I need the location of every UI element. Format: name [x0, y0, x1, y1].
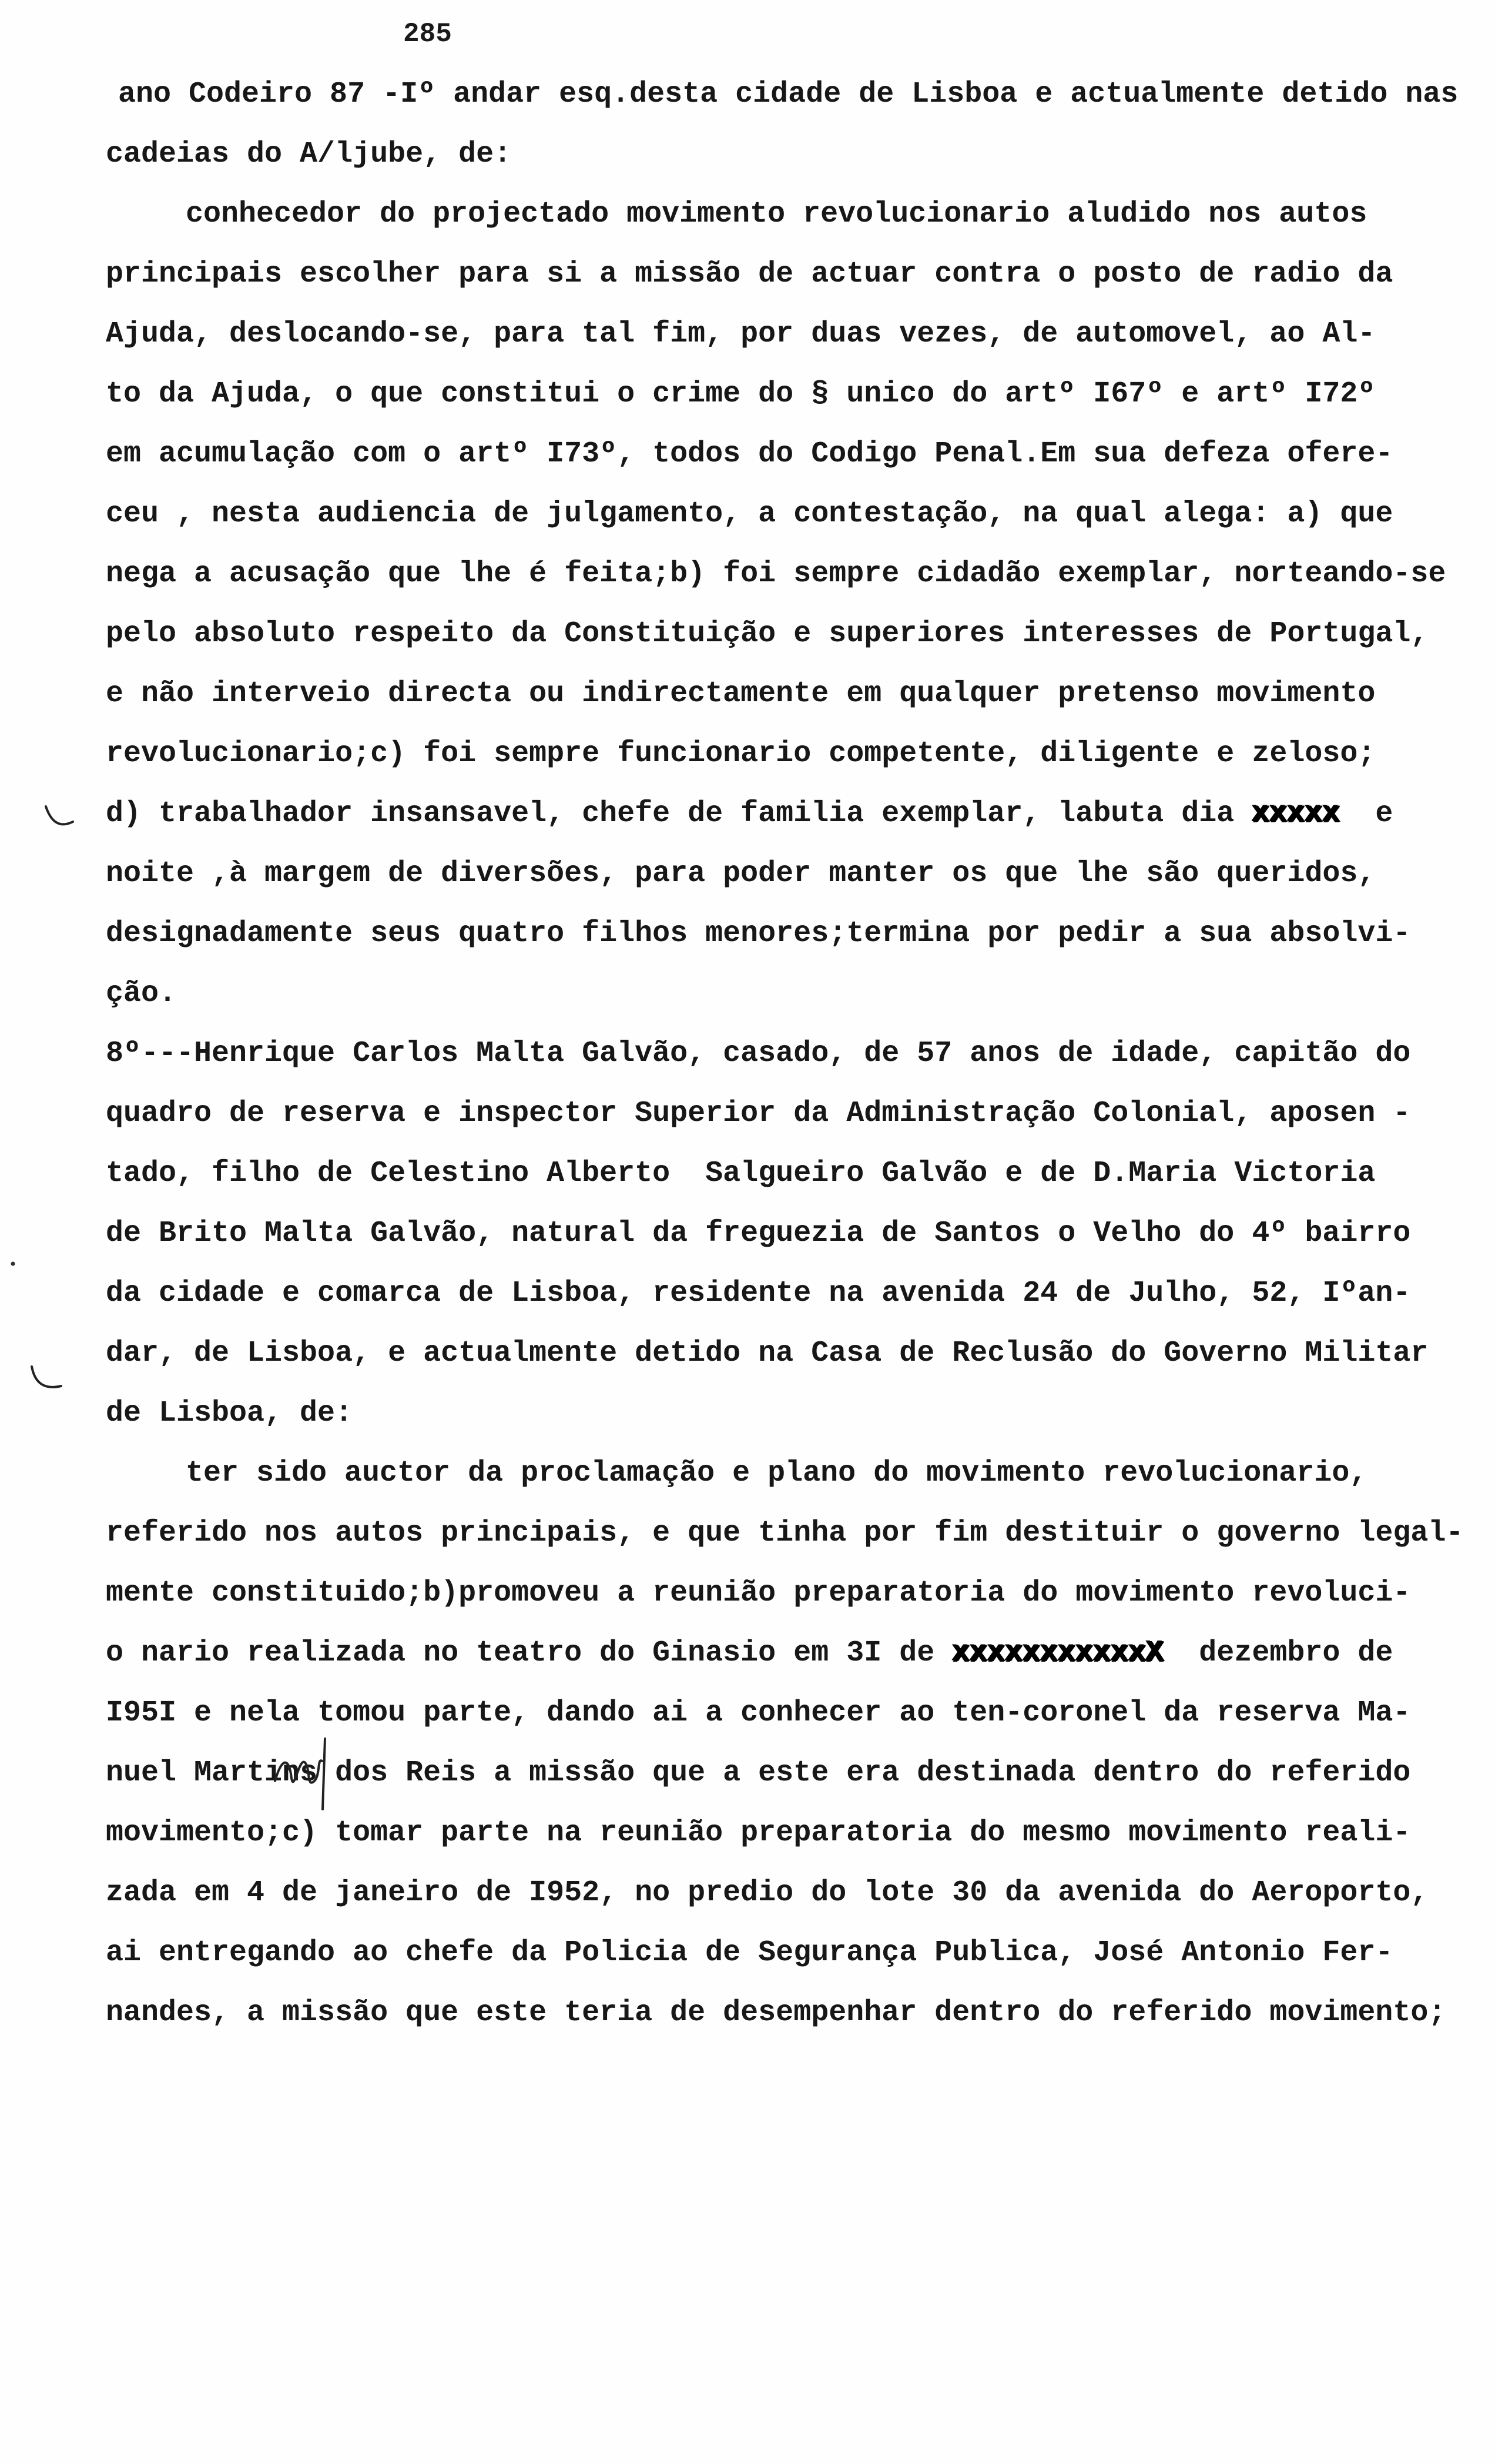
text-line: conhecedor do projectado movimento revolucionario aludido nos autos	[186, 197, 1367, 231]
text-line: nega a acusação que lhe é feita;b) foi sempre cidadão exemplar, norteando-se	[106, 557, 1446, 591]
line-text: d) trabalhador insansavel, chefe de familia exemplar, labuta dia	[106, 797, 1252, 831]
text-line: ção.	[106, 977, 177, 1010]
text-line: tado, filho de Celestino Alberto Salgueiro Galvão e de D.Maria Victoria	[106, 1157, 1376, 1190]
text-line: nandes, a missão que este teria de desempenhar dentro do referido movimento;	[106, 1996, 1446, 2030]
text-line: nuel Martins dos Reis a missão que a este era destinada dentro do referido	[106, 1756, 1411, 1790]
margin-dot	[11, 1262, 15, 1266]
text-line: movimento;c) tomar parte na reunião preparatoria do mesmo movimento reali-	[106, 1816, 1411, 1850]
text-line: principais escolher para si a missão de actuar contra o posto de radio da	[106, 257, 1393, 291]
text-line: da cidade e comarca de Lisboa, residente na avenida 24 de Julho, 52, Iºan-	[106, 1277, 1411, 1310]
line-text: dezembro de	[1164, 1636, 1393, 1670]
text-line: to da Ajuda, o que constitui o crime do § unico do artº I67º e artº I72º	[106, 377, 1376, 411]
text-line: cadeias do A/ljube, de:	[106, 138, 512, 171]
text-line: zada em 4 de janeiro de I952, no predio do lote 30 da avenida do Aeroporto,	[106, 1876, 1429, 1910]
text-line: pelo absoluto respeito da Constituição e superiores interesses de Portugal,	[106, 617, 1429, 651]
margin-pen-mark	[32, 1367, 61, 1387]
text-line: de Lisboa, de:	[106, 1397, 353, 1430]
text-line: ceu , nesta audiencia de julgamento, a contestação, na qual alega: a) que	[106, 497, 1393, 531]
line-text: o nario realizada no teatro do Ginasio em 3I de	[106, 1636, 953, 1670]
text-line: e não interveio directa ou indirectamente em qualquer pretenso movimento	[106, 677, 1376, 711]
text-line: referido nos autos principais, e que tinha por fim destituir o governo legal-	[106, 1516, 1464, 1550]
margin-pen-mark	[46, 806, 73, 824]
struck-out-text: xxxxxxxxxxxX	[952, 1636, 1164, 1670]
text-line	[106, 784, 1481, 844]
text-line: quadro de reserva e inspector Superior da Administração Colonial, aposen -	[106, 1097, 1411, 1130]
text-line: dar, de Lisboa, e actualmente detido na Casa de Reclusão do Governo Militar	[106, 1337, 1429, 1370]
page-number: 285	[403, 19, 452, 49]
text-line: em acumulação com o artº I73º, todos do Codigo Penal.Em sua defeza ofere-	[106, 437, 1393, 471]
text-line: ai entregando ao chefe da Policia de Segurança Publica, José Antonio Fer-	[106, 1936, 1393, 1970]
text-line: ano Codeiro 87 -Iº andar esq.desta cidade de Lisboa e actualmente detido nas	[118, 78, 1459, 111]
text-line: Ajuda, deslocando-se, para tal fim, por duas vezes, de automovel, ao Al-	[106, 317, 1376, 351]
text-line: noite ,à margem de diversões, para poder manter os que lhe são queridos,	[106, 857, 1376, 890]
text-line: ter sido auctor da proclamação e plano do movimento revolucionario,	[186, 1457, 1367, 1490]
document-body	[106, 65, 1481, 2043]
text-line: de Brito Malta Galvão, natural da freguezia de Santos o Velho do 4º bairro	[106, 1217, 1411, 1250]
text-line: I95I e nela tomou parte, dando ai a conhecer ao ten-coronel da reserva Ma-	[106, 1696, 1411, 1730]
text-line: designadamente seus quatro filhos menores;termina por pedir a sua absolvi-	[106, 917, 1411, 950]
text-line: 8º---Henrique Carlos Malta Galvão, casado, de 57 anos de idade, capitão do	[106, 1037, 1411, 1070]
text-line: mente constituido;b)promoveu a reunião preparatoria do movimento revoluci-	[106, 1576, 1411, 1610]
line-text: e	[1340, 797, 1393, 831]
text-line	[106, 1623, 1481, 1683]
text-line: revolucionario;c) foi sempre funcionario competente, diligente e zeloso;	[106, 737, 1376, 771]
struck-out-text: xxxxx	[1252, 797, 1340, 831]
